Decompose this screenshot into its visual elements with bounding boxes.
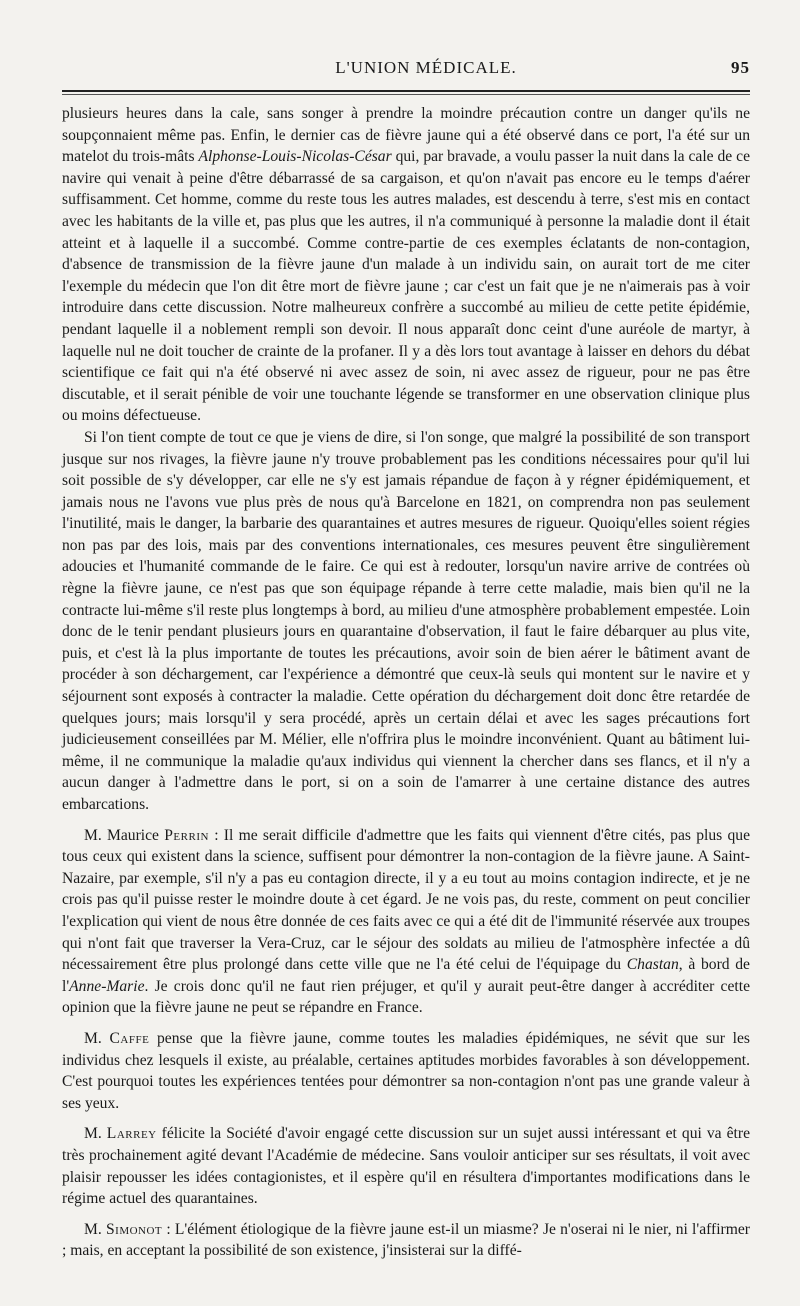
- paragraph-text: : L'élément étiologique de la fièvre jaune est-il un miasme? Je n'oserai ni le nier, ni l'affirmer ; mais, en acceptant la possibilité de son existence, j'insisterai sur la diffé-: [62, 1220, 750, 1260]
- speaker-name: Larrey: [106, 1125, 157, 1143]
- speaker-title: M.: [84, 1029, 102, 1047]
- paragraph-text: qui, par bravade, a voulu passer la nuit dans la cale de ce navire qui venait à peine d'être débarrassé de sa cargaison, et qu'on n'avait pas encore eu le temps d'aérer suffisamment. Cet homme, comme du reste tous les autres malades, est descendu à terre, s'est mis en contact avec les habitants de la ville et, pas plus que les autres, il n'a communiqué à personne la maladie dont il était atteint et à laquelle il a succombé. Comme contre-partie de ces exemples éclatants de non-contagion, d'absence de transmission de la fièvre jaune d'un malade à un individu sain, on aurait tort de me citer l'exemple du médecin que l'on dit être mort de fièvre jaune ; car c'est un fait que je ne n'aimerais pas à voir introduire dans cette discussion. Notre malheureux confrère a succombé au milieu de cette petite épidémie, pendant laquelle il a noblement rempli son devoir. Il nous apparaît donc ceint d'une auréole de martyr, à laquelle nul ne doit toucher de crainte de la profaner. Il y a dès lors tout avantage à laisser en dehors du débat scientifique ce fait qui n'a été observé ni avec assez de soin, ni avec assez de rigueur, pour ne pas être discutable, et il serait pénible de voir une touchante légende se transformer en une observation clinique plus ou moins défectueuse.: [62, 148, 750, 425]
- speaker-paragraph-caffe: [62, 1028, 750, 1114]
- speaker-paragraph-larrey: [62, 1123, 750, 1209]
- paragraph-text: pense que la fièvre jaune, comme toutes les maladies épidémiques, ne sévit que sur les individus chez lesquels il existe, au préalable, certaines aptitudes morbides favorables à son développement. C'est pourquoi toutes les expériences tentées pour démontrer sa non-contagion n'ont pas une grande valeur à ses yeux.: [62, 1029, 750, 1112]
- ship-name: Alphonse-Louis-Nicolas-César: [198, 148, 392, 166]
- speaker-name: Caffe: [109, 1029, 150, 1047]
- paragraph-text: félicite la Société d'avoir engagé cette discussion sur un sujet aussi intéressant et qui va être très prochainement agité devant l'Académie de médecine. Sans vouloir anticiper sur ses résultats, il voit avec plaisir repousser les idées contagionistes, et il espère qu'il en résultera d'importantes modifications dans le régime actuel des quarantaines.: [62, 1125, 750, 1208]
- speaker-paragraph-perrin: [62, 825, 750, 1019]
- speaker-title: M.: [84, 1125, 102, 1143]
- journal-title: L'UNION MÉDICALE.: [335, 58, 517, 77]
- paragraph-text: , à bord de l': [62, 956, 750, 995]
- ship-name: Anne-Marie: [69, 977, 145, 995]
- page-number: 95: [731, 58, 750, 77]
- article-body: [62, 103, 750, 1262]
- running-head: [62, 58, 750, 84]
- header-rule: [62, 90, 750, 95]
- speaker-name: Perrin: [164, 826, 209, 844]
- speaker-title: M. Maurice: [84, 826, 159, 844]
- paragraph-text: : Il me serait difficile d'admettre que les faits qui viennent d'être cités, pas plus que tous ceux qui existent dans la science, suffisent pour démontrer la non-contagion de la fièvre jaune. A Saint-Nazaire, par exemple, s'il n'y a pas eu contagion directe, il y a eu tout au moins contagion indirecte, et je ne crois pas qu'il puisse rester le moindre doute à cet égard. Je ne vois pas, du reste, comment on peut concilier l'explication qui vient de nous être donnée de ces faits avec ce qui a été dit de l'immunité réservée aux troupes qui n'ont fait que traverser la Vera-Cruz, car le séjour des soldats au milieu de l'atmosphère infectée a dû nécessairement être plus prolongé dans cette ville que ne l'a été celui de l'équipage du: [62, 826, 750, 974]
- ship-name: Chastan: [626, 956, 679, 974]
- paragraph-text: . Je crois donc qu'il ne faut rien préjuger, et qu'il y aurait peut-être danger à accréditer cette opinion que la fièvre jaune ne peut se répandre en France.: [62, 977, 750, 1017]
- paragraph: [62, 427, 750, 816]
- paragraph-text: plusieurs heures dans la cale, sans songer à prendre la moindre précaution contre un danger qu'ils ne soupçonnaient même pas. Enfin, le dernier cas de fièvre jaune qui a été observé dans ce port, l'a été sur un matelot du trois-mâts: [62, 105, 750, 166]
- speaker-title: M.: [84, 1220, 102, 1238]
- speaker-name: Simonot: [105, 1220, 163, 1238]
- speaker-paragraph-simonot: [62, 1219, 750, 1262]
- paragraph-continuation: [62, 103, 750, 427]
- paragraph-text: Si l'on tient compte de tout ce que je viens de dire, si l'on songe, que malgré la possibilité de son transport jusque sur nos rivages, la fièvre jaune n'y trouve probablement pas les conditions nécessaires pour qu'il lui soit possible de s'y développer, car elle ne s'y est jamais répandue de façon à y régner épidémiquement, et jamais nous ne l'avons vue plus près de nous qu'à Barcelone en 1821, on comprendra non pas seulement l'inutilité, mais le danger, la barbarie des quarantaines et autres mesures de rigueur. Quoiqu'elles soient régies non pas par des lois, mais par des conventions internationales, ces mesures peuvent être singulièrement adoucies et l'humanité commande de le faire. Ce qui est à redouter, lorsqu'un navire arrive de contrées où règne la fièvre jaune, ce n'est pas que son équipage répande à terre cette maladie, mais bien qu'il ne la contracte lui-même s'il reste plus longtemps à bord, au milieu d'une atmosphère probablement empestée. Loin donc de le tenir pendant plusieurs jours en quarantaine d'observation, il faut le faire débarquer au plus vite, puis, et c'est là la plus importante de toutes les précautions, avoir soin de bien aérer le bâtiment avant de procéder à son déchargement, car l'expérience a démontré que ceux-là seuls qui montent sur le navire et y séjournent sont exposés à contracter la maladie. Cette opération du déchargement doit donc être retardée de quelques jours; mais lorsqu'il y sera procédé, après un certain délai et avec les sages précautions fort judicieusement conseillées par M. Mélier, elle n'offrira plus le moindre inconvénient. Quant au bâtiment lui-même, il ne communique la maladie qu'aux individus qui viennent la chercher dans ses flancs, et il n'y a aucun danger à l'admettre dans le port, si on a soin de l'amarrer à une certaine distance des autres embarcations.: [62, 428, 750, 813]
